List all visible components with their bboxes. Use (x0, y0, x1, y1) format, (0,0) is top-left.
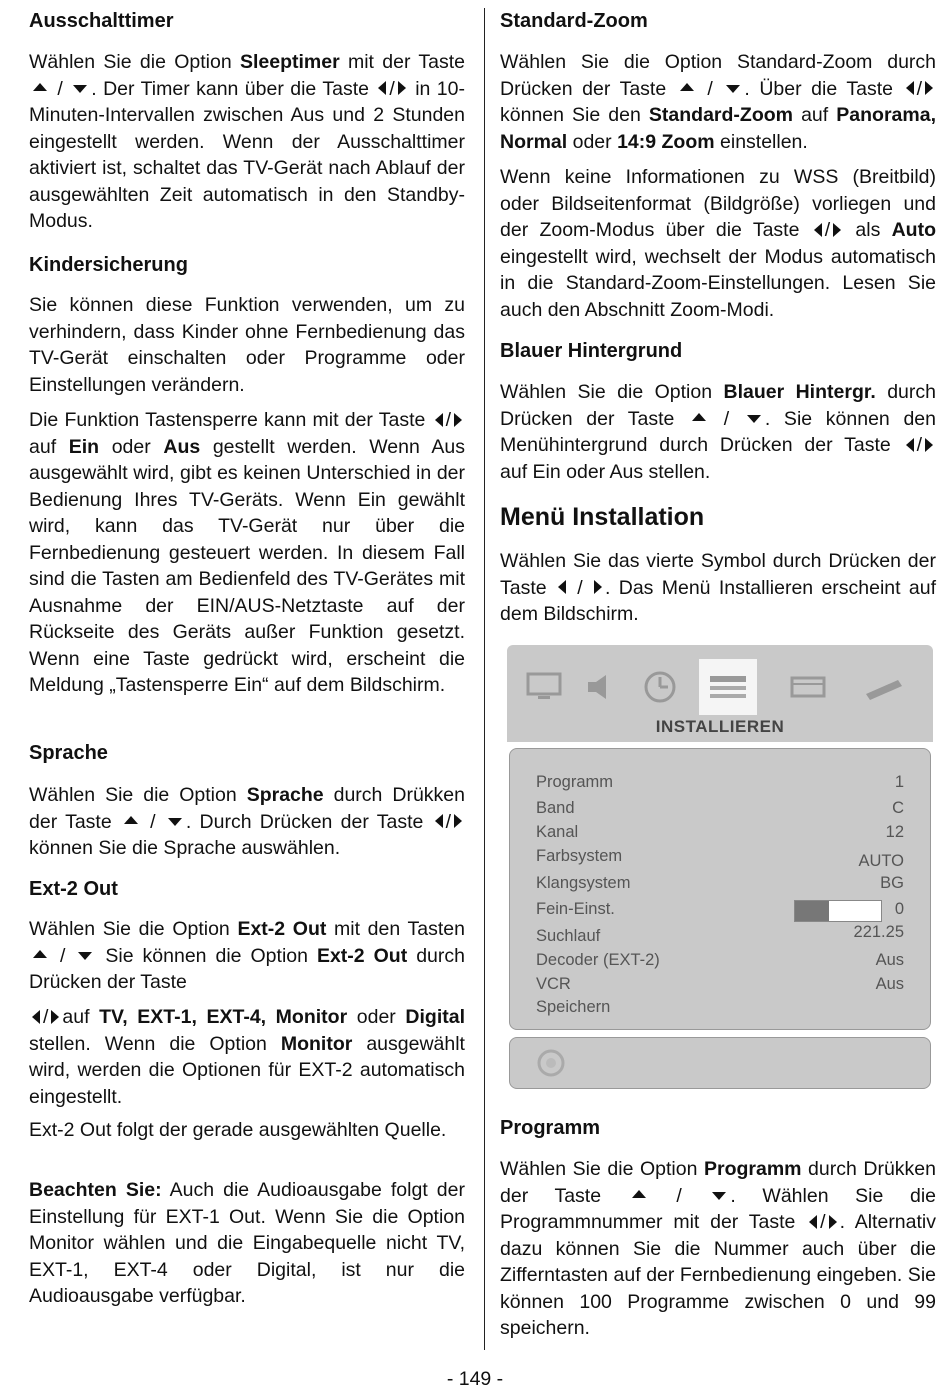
up-arrow-icon (124, 816, 138, 824)
down-arrow-icon (73, 85, 87, 93)
text: ausgewählt wird, werden die Optionen für EXT-2 automatisch eingestellt. (29, 1032, 465, 1108)
down-arrow-icon (168, 818, 182, 826)
row-label: Suchlauf (536, 927, 601, 945)
text: gestellt werden. Wenn Aus ausgewählt wird, gibt es keinen Unterschied in der Bedienung Ihres TV-Geräts. Wenn Ein gewählt wird, kann das TV-Gerät nur über die Fernbedienung gesteuert werden. In diesem Fall sind die Tasten am Bedienfeld des TV-Gerätes mit Ausnahme der EIN/AUS-Netztaste auf der Rückseite des Geräts außer Funktion gesetzt. Wenn eine Taste gedrückt wird, erscheint die Meldung „Tastensperre Ein“ auf dem Bildschirm. (29, 435, 465, 696)
text: / (820, 1211, 826, 1233)
text: . Wählen Sie die Programmnummer mit der Taste (500, 1184, 936, 1233)
bold-text: Programm (703, 1158, 802, 1180)
text: / (649, 1184, 709, 1207)
text: Auch die Audioausgabe folgt der Einstellung für EXT-1 Out. Wenn Sie die Option Monitor wählen und die Eingabequelle nicht TV, EXT-1, EXT-4 oder Digital, ist nur die Audioausgabe verfügbar. (29, 1179, 465, 1307)
paragraph-kindersicherung-2 (29, 407, 465, 699)
text: Wenn keine Informationen zu WSS (Breitbild) oder Bildseitenformat (Bildgröße) vorliegen und der Zoom-Modus über die Taste (500, 166, 936, 241)
text: . Das Menü Installieren erscheint auf dem Bildschirm. (500, 576, 936, 625)
text: / (51, 944, 75, 967)
heading-sprache: Sprache (29, 742, 108, 764)
install-icon (699, 659, 757, 715)
speaker-icon (573, 659, 631, 715)
heading-kindersicherung: Kindersicherung (29, 254, 188, 276)
row-label: Klangsystem (536, 874, 631, 892)
row-value: 0 (894, 900, 904, 918)
right-arrow-icon (454, 413, 462, 427)
left-arrow-icon (435, 814, 443, 828)
text: Wählen Sie die Option Standard-Zoom durch Drücken der Taste (500, 51, 936, 100)
bold-text: TV, EXT-1, EXT-4, Monitor (99, 1006, 348, 1028)
text: einstellen. (714, 130, 808, 153)
text: auf (62, 1006, 100, 1028)
paragraph-kindersicherung-1: Sie können diese Funktion verwenden, um zu verhindern, dass Kinder ohne Fernbedienung das TV-Gerät einschalten oder Programme oder Einstellungen verändern. (29, 294, 465, 396)
menu-row-programm[interactable] (536, 773, 916, 797)
row-value: 221.25 (853, 923, 904, 941)
column-divider (484, 8, 485, 1350)
text: / (43, 1006, 49, 1028)
bold-text: Blauer Hintergr. (723, 381, 876, 403)
paragraph-ext2-2 (29, 1004, 465, 1110)
down-arrow-icon (747, 415, 761, 423)
settings-panel (509, 748, 931, 1030)
text: durch Drücken der Taste (500, 381, 936, 430)
source-icon (779, 659, 837, 715)
down-arrow-icon (712, 1192, 726, 1200)
text: / (916, 77, 922, 100)
row-value: 12 (885, 823, 904, 841)
text: / (389, 77, 395, 100)
bold-text: Auto (891, 219, 936, 241)
bold-text: Beachten Sie: (29, 1179, 162, 1201)
paragraph-ext2-4 (29, 1177, 465, 1310)
menu-row-fein-einst[interactable] (536, 900, 916, 924)
row-label: Farbsystem (536, 847, 623, 865)
paragraph-standard-zoom-1 (500, 49, 936, 155)
row-label: VCR (536, 975, 571, 993)
paragraph-ext2-3: Ext-2 Out folgt der gerade ausgewählten Quelle. (29, 1119, 447, 1141)
text: / (824, 219, 831, 241)
menu-row-kanal[interactable] (536, 823, 916, 847)
row-value: BG (880, 874, 904, 892)
heading-menue-installation: Menü Installation (500, 503, 705, 531)
heading-standard-zoom: Standard-Zoom (500, 10, 648, 32)
text: durch Drükken der Taste (29, 784, 465, 833)
row-value: AUTO (858, 852, 904, 870)
right-arrow-icon (833, 223, 841, 237)
text: / (568, 576, 591, 599)
text: / (445, 810, 451, 833)
row-value: 1 (894, 773, 904, 791)
menu-title: INSTALLIEREN (655, 717, 785, 736)
text: / (710, 407, 743, 430)
text: stellen. Wenn die Option (29, 1032, 281, 1055)
text: auf (793, 104, 837, 126)
left-arrow-icon (32, 1010, 40, 1024)
text: oder (99, 435, 164, 458)
paragraph-standard-zoom-2 (500, 164, 936, 323)
tv-icon (515, 659, 573, 715)
bold-text: Sleeptimer (239, 51, 340, 73)
text: / (51, 77, 70, 100)
text: können Sie die Sprache auswählen. (29, 837, 341, 859)
text: / (141, 810, 164, 833)
text: . Alternativ dazu können Sie die Nummer auch über die Zifferntasten auf der Fernbedienung eingeben. Sie können 100 Programme zwischen 0 und 99 speichern. (500, 1211, 937, 1339)
text: in 10-Minuten-Intervallen zwischen Aus und 2 Stunden eingestellt werden. Wenn der Ausschalttimer aktiviert ist, schaltet das TV-Gerät nach Ablauf der ausgewählten Zeit automatisch in den Standby-Modus. (29, 77, 465, 232)
row-label: Programm (536, 773, 614, 791)
text: oder (567, 130, 618, 153)
bold-text: Aus (163, 435, 201, 458)
right-arrow-icon (398, 81, 406, 95)
row-label: Decoder (EXT-2) (536, 951, 660, 969)
right-arrow-icon (829, 1215, 837, 1229)
bold-text: Ein (68, 435, 100, 458)
paragraph-blauer-hintergrund (500, 379, 936, 485)
navigation-pad-icon (534, 1048, 568, 1078)
text: . Der Timer kann über die Taste (91, 77, 376, 100)
text: durch Drükken der Taste (500, 1158, 936, 1207)
right-arrow-icon (594, 580, 602, 594)
row-label: Band (536, 799, 575, 817)
menu-row-klangsystem[interactable] (536, 874, 916, 898)
menu-row-band[interactable] (536, 799, 916, 823)
text: Sie können die Option (96, 944, 317, 967)
text: eingestellt wird, wechselt der Modus automatisch in die Standard-Zoom-Einstellungen. Lesen Sie auch den Abschnitt Zoom-Modi. (500, 245, 936, 321)
row-label: Fein-Einst. (536, 900, 615, 918)
bold-text: Ext-2 Out (316, 944, 408, 967)
heading-programm: Programm (500, 1117, 601, 1139)
text: / (697, 77, 723, 100)
paragraph-sprache (29, 782, 465, 862)
paragraph-menue-installation (500, 548, 936, 628)
fine-tune-slider[interactable] (794, 900, 882, 922)
text: Wählen Sie die Option (29, 784, 247, 806)
text: Wählen Sie die Option (29, 918, 238, 940)
slider-fill (795, 901, 829, 921)
text: mit den Tasten (326, 918, 465, 940)
left-arrow-icon (558, 580, 566, 594)
menu-top-bar (507, 645, 933, 742)
text: Wählen Sie die Option (29, 51, 240, 73)
up-arrow-icon (680, 83, 694, 91)
right-arrow-icon (454, 814, 462, 828)
menu-hint-bar (509, 1037, 931, 1089)
up-arrow-icon (692, 413, 706, 421)
bold-text: Digital (405, 1006, 465, 1028)
right-arrow-icon (925, 438, 933, 452)
text: durch Drücken der Taste (29, 944, 465, 993)
row-value: Aus (875, 975, 904, 993)
text: oder (347, 1006, 406, 1028)
menu-icon-row (507, 659, 933, 715)
menu-row-speichern[interactable] (536, 998, 916, 1022)
clock-icon (631, 659, 689, 715)
left-arrow-icon (906, 81, 914, 95)
text: / (445, 409, 451, 431)
up-arrow-icon (632, 1190, 646, 1198)
left-arrow-icon (906, 438, 914, 452)
heading-ausschalttimer: Ausschalttimer (29, 10, 174, 32)
left-arrow-icon (378, 81, 386, 95)
down-arrow-icon (726, 85, 740, 93)
remote-icon (855, 659, 913, 715)
text: auf (29, 435, 69, 458)
row-label: Speichern (536, 998, 611, 1016)
paragraph-ausschalttimer (29, 49, 465, 235)
bold-text: Monitor (280, 1032, 353, 1055)
text: Wählen Sie das vierte Symbol durch Drücken der Taste (500, 550, 936, 599)
text: / (916, 434, 922, 456)
paragraph-ext2-1 (29, 916, 465, 996)
heading-blauer-hintergrund: Blauer Hintergrund (500, 340, 683, 362)
down-arrow-icon (78, 952, 92, 960)
menu-row-decoder[interactable] (536, 951, 916, 975)
text: als (844, 219, 892, 241)
right-arrow-icon (51, 1010, 59, 1024)
right-arrow-icon (925, 81, 933, 95)
text: . Über die Taste (744, 77, 903, 100)
text: mit der Taste (339, 51, 466, 73)
row-label: Kanal (536, 823, 579, 841)
up-arrow-icon (33, 950, 47, 958)
bold-text: Panorama, Normal (500, 104, 936, 153)
menu-row-vcr[interactable] (536, 975, 916, 999)
up-arrow-icon (33, 83, 47, 91)
row-value: Aus (875, 951, 904, 969)
left-arrow-icon (809, 1215, 817, 1229)
text: auf Ein oder Aus stellen. (500, 460, 711, 483)
installieren-menu-screenshot (507, 645, 933, 1090)
bold-text: 14:9 Zoom (617, 130, 715, 153)
bold-text: Standard-Zoom (648, 104, 794, 126)
text: . Sie können den Menühintergrund durch Drücken der Taste (500, 407, 936, 456)
text: Die Funktion Tastensperre kann mit der Taste (29, 409, 432, 431)
page-number: - 149 - (446, 1368, 504, 1390)
text: Wählen Sie die Option (500, 381, 724, 403)
bold-text: Ext-2 Out (237, 918, 327, 940)
menu-row-suchlauf[interactable] (536, 923, 916, 951)
text: Wählen Sie die Option (500, 1158, 704, 1180)
text: können Sie den (500, 104, 649, 126)
row-value: C (892, 799, 904, 817)
left-arrow-icon (435, 413, 443, 427)
left-arrow-icon (814, 223, 822, 237)
menu-row-farbsystem[interactable] (536, 847, 916, 871)
paragraph-programm (500, 1156, 936, 1342)
bold-text: Sprache (246, 784, 324, 806)
heading-ext2: Ext-2 Out (29, 878, 118, 900)
text: . Durch Drücken der Taste (185, 810, 432, 833)
